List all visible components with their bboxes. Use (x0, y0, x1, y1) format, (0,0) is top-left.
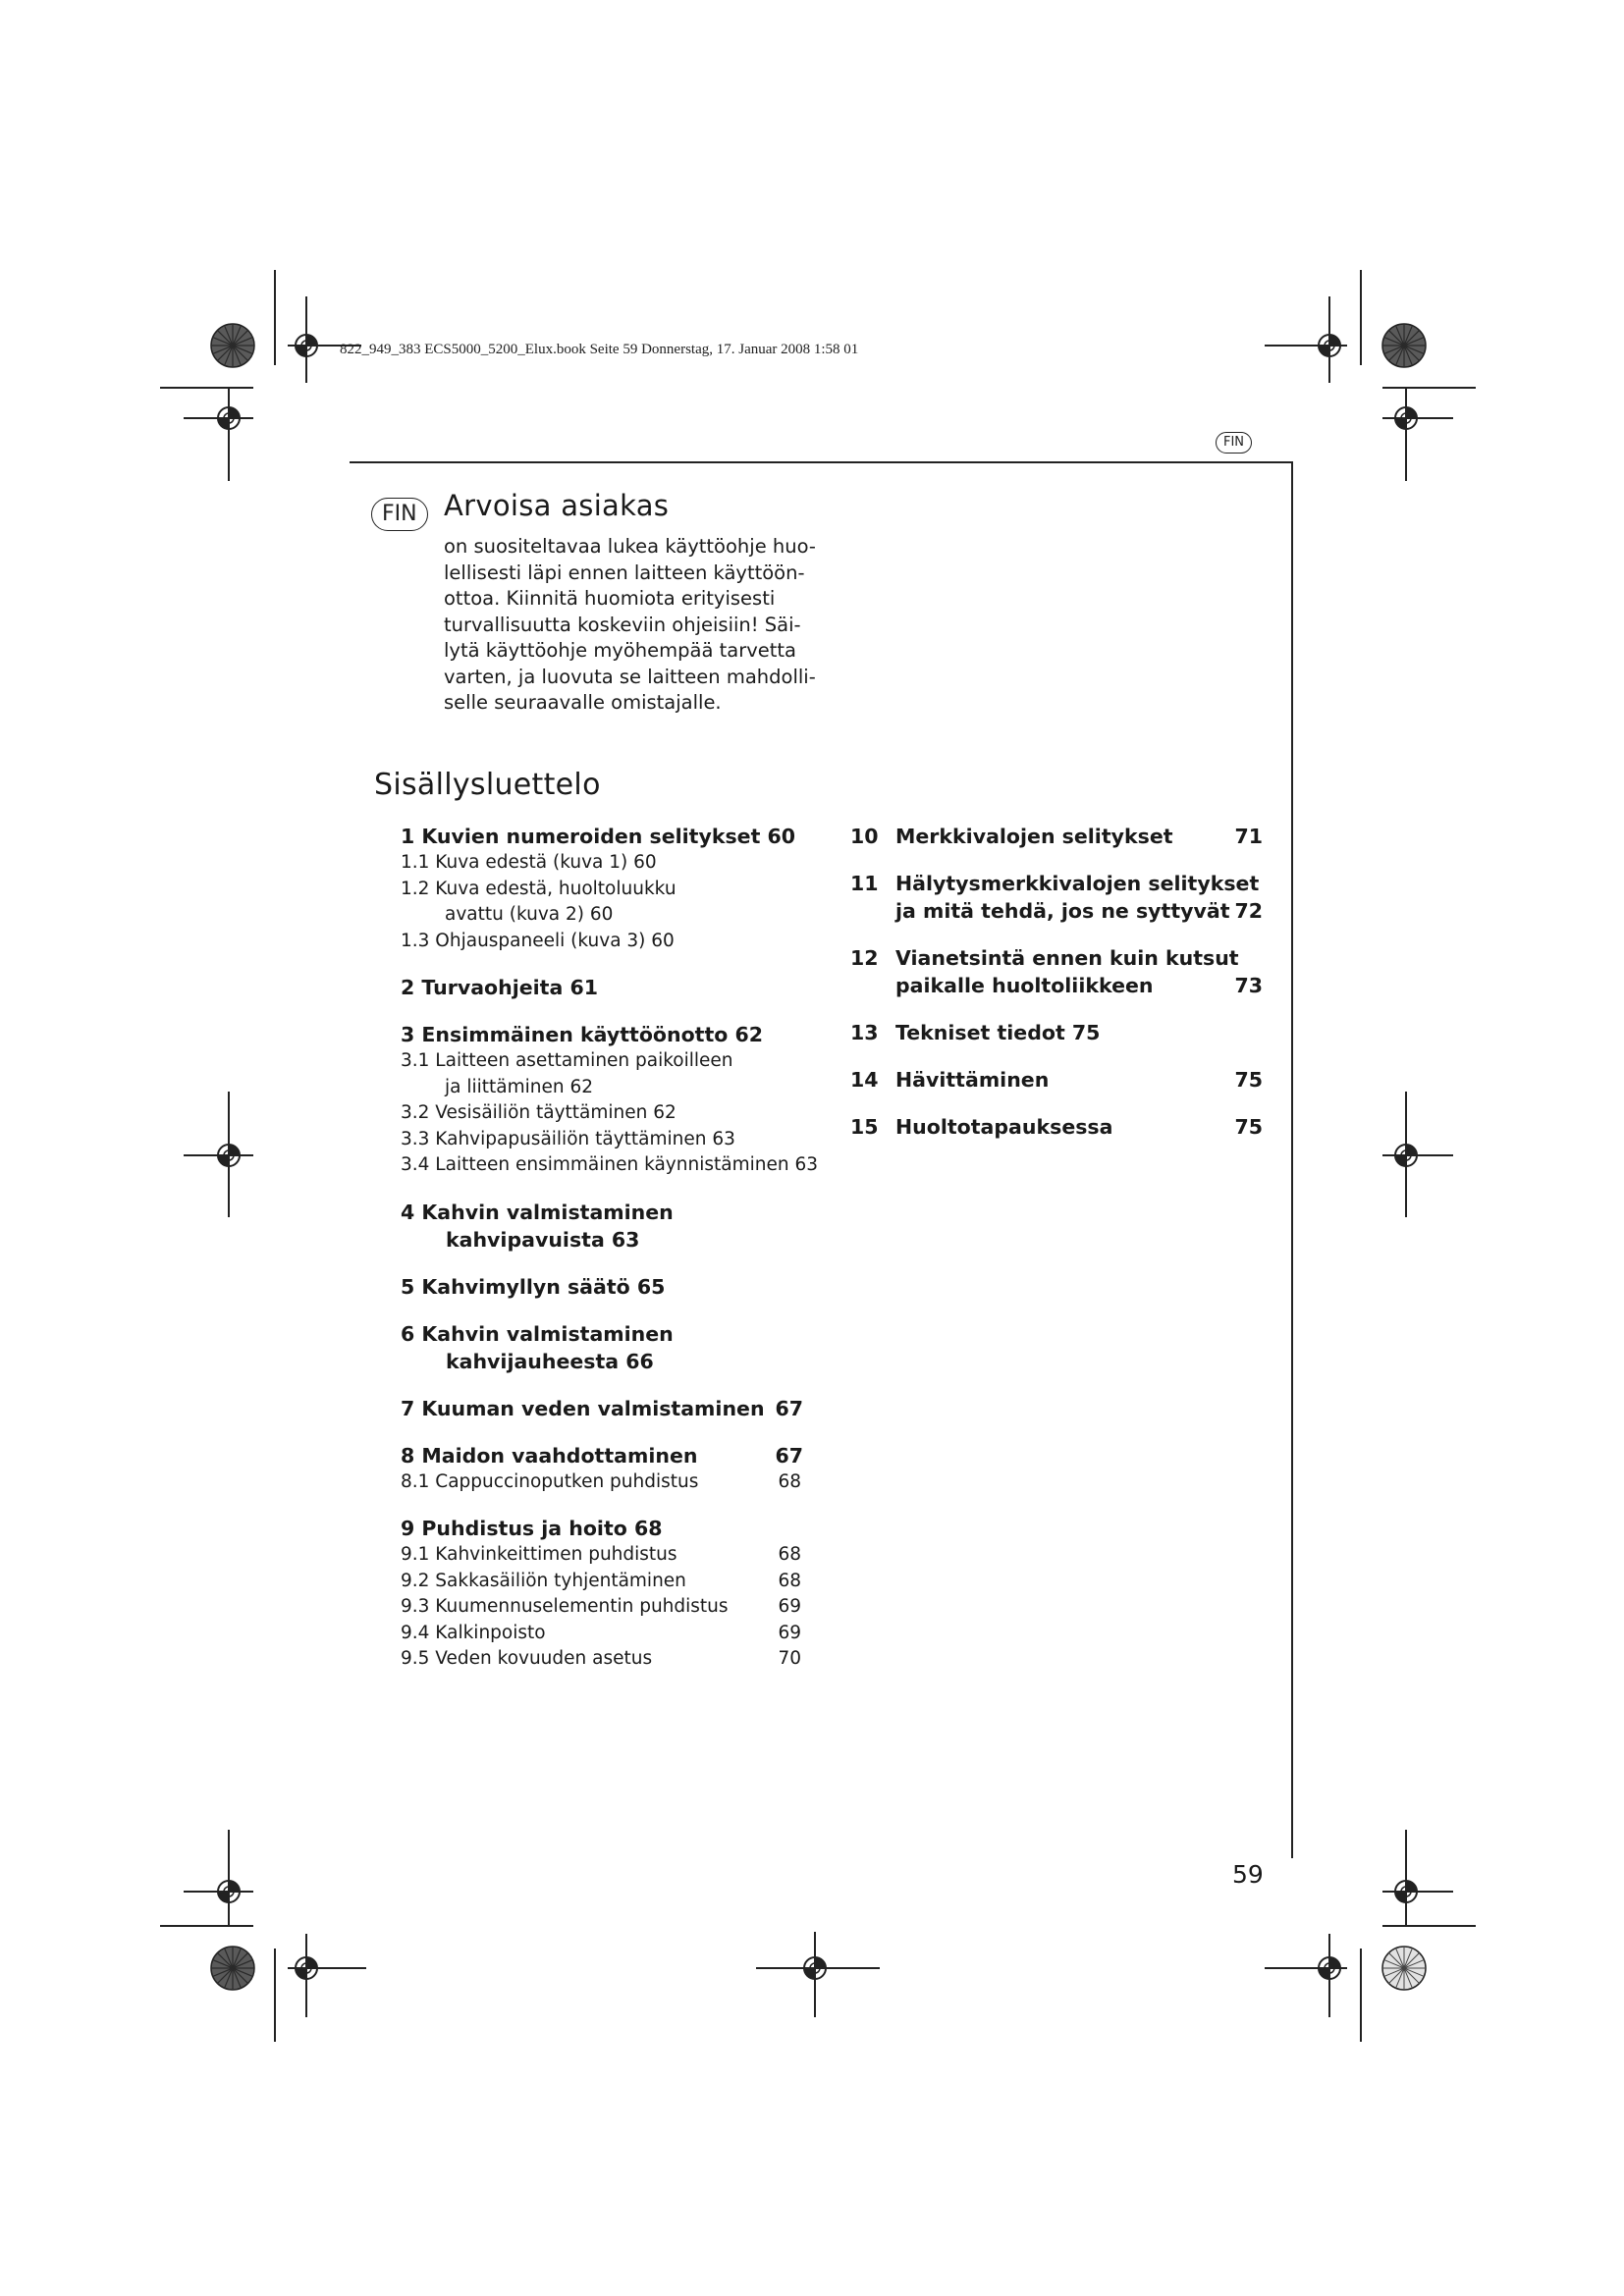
toc-subsection[interactable] (401, 1569, 803, 1595)
toc-section-title-line: Hälytysmerkkivalojen selitykset (895, 872, 1260, 895)
intro-paragraph (444, 534, 827, 717)
toc-section-title (850, 1113, 1263, 1141)
toc-right-column (850, 823, 1263, 1160)
toc-section-title (850, 823, 1263, 850)
toc-section[interactable] (850, 1113, 1263, 1141)
toc-section (401, 1273, 803, 1301)
toc-subsection[interactable] (401, 1100, 803, 1127)
color-rosette-icon (211, 1947, 254, 1990)
toc-subsection[interactable] (401, 877, 803, 929)
toc-section[interactable] (850, 944, 1263, 999)
toc-subsection-line: 3.3 Kahvipapusäiliön täyttäminen 63 (401, 1128, 735, 1149)
toc-section-title-line: 9 Puhdistus ja hoito 68 (401, 1517, 663, 1540)
toc-section (401, 823, 803, 954)
toc-section-number: 13 (850, 1021, 879, 1044)
toc-section-title[interactable] (401, 1021, 803, 1048)
intro-language-tag: FIN (371, 498, 428, 531)
toc-section-number: 10 (850, 825, 879, 848)
color-rosette-icon (1382, 1947, 1426, 1990)
toc-page-number: 69 (778, 1596, 801, 1617)
toc-section-title-line: 6 Kahvin valmistaminen (401, 1321, 674, 1346)
toc-section-title-line: 8 Maidon vaahdottaminen (401, 1443, 698, 1468)
toc-section-title (850, 1019, 1263, 1046)
registration-mark-icon (1395, 1881, 1417, 1902)
toc-section-title-line: kahvijauheesta 66 (446, 1349, 654, 1373)
color-rosette-icon (1382, 324, 1426, 367)
toc-section-title (850, 870, 1263, 925)
toc-subsection-line: 8.1 Cappuccinoputken puhdistus (401, 1470, 699, 1492)
toc-section-title-line: Tekniset tiedot 75 (895, 1021, 1101, 1044)
toc-subsection[interactable] (401, 1048, 803, 1100)
toc-section-title[interactable] (401, 974, 803, 1001)
toc-subsection[interactable] (401, 1152, 818, 1179)
toc-page-number: 73 (1234, 974, 1263, 997)
toc-title: Sisällysluettelo (374, 768, 601, 802)
toc-page-number: 68 (778, 1470, 801, 1492)
toc-section-title-line: Merkkivalojen selitykset (895, 825, 1173, 848)
registration-mark-icon (218, 1145, 240, 1166)
toc-subsection[interactable] (401, 929, 803, 955)
toc-section-title[interactable] (401, 1199, 803, 1254)
toc-page-number: 67 (775, 1443, 803, 1468)
toc-section-number: 14 (850, 1068, 879, 1092)
toc-section[interactable] (850, 870, 1263, 925)
toc-section[interactable] (850, 1019, 1263, 1046)
toc-section-title-line: 1 Kuvien numeroiden selitykset 60 (401, 825, 796, 848)
toc-section (401, 974, 803, 1001)
toc-section-title (850, 944, 1263, 999)
intro-line: on suositeltavaa lukea käyttöohje huo- (444, 535, 816, 558)
toc-subsection-line: 9.2 Sakkasäiliön tyhjentäminen (401, 1570, 686, 1591)
toc-subsection-line: 9.5 Veden kovuuden asetus (401, 1648, 653, 1669)
toc-page-number: 75 (1234, 1115, 1263, 1139)
registration-mark-icon (296, 1957, 317, 1979)
intro-line: turvallisuutta koskeviin ohjeisiin! Säi- (444, 613, 801, 636)
toc-subsection-line: ja liittäminen 62 (445, 1076, 594, 1097)
toc-subsection-line: 1.3 Ohjauspaneeli (kuva 3) 60 (401, 930, 675, 951)
registration-mark-icon (1395, 1145, 1417, 1166)
toc-page-number: 71 (1234, 825, 1263, 848)
toc-section (401, 1320, 803, 1375)
toc-section-title (850, 1066, 1263, 1094)
header-rule (350, 461, 1292, 463)
toc-subsection[interactable] (401, 1646, 803, 1673)
toc-section-number: 11 (850, 872, 879, 895)
toc-section-title-line: 4 Kahvin valmistaminen (401, 1200, 674, 1224)
registration-mark-icon (1319, 1957, 1340, 1979)
intro-line: ottoa. Kiinnitä huomiota erityisesti (444, 587, 776, 610)
toc-section-title[interactable] (401, 1273, 803, 1301)
registration-mark-icon (296, 335, 317, 356)
header-language-tag: FIN (1216, 432, 1252, 454)
toc-page-number: 68 (778, 1570, 801, 1591)
toc-section-title[interactable] (401, 1515, 803, 1542)
toc-subsection-line: 3.2 Vesisäiliön täyttäminen 62 (401, 1102, 677, 1123)
registration-mark-icon (218, 1881, 240, 1902)
toc-subsection-line: 9.4 Kalkinpoisto (401, 1622, 546, 1643)
toc-section-title[interactable] (401, 1395, 803, 1422)
toc-section (401, 1021, 818, 1179)
toc-subsection[interactable] (401, 1594, 803, 1621)
print-info: 822_949_383 ECS5000_5200_Elux.book Seite 59 Donnerstag, 17. Januar 2008 1:58 01 (340, 342, 859, 357)
page-number: 59 (1232, 1860, 1264, 1889)
toc-subsection[interactable] (401, 1542, 803, 1569)
toc-section-title[interactable] (401, 1320, 803, 1375)
toc-section-number: 12 (850, 946, 879, 970)
toc-subsection-line: 3.4 Laitteen ensimmäinen käynnistäminen 63 (401, 1154, 818, 1175)
toc-page-number: 72 (1234, 899, 1263, 923)
toc-page-number: 75 (1234, 1068, 1263, 1092)
toc-section-title-line: kahvipavuista 63 (446, 1227, 640, 1252)
intro-line: lellisesti läpi ennen laitteen käyttöön- (444, 561, 805, 584)
toc-section-title-line: paikalle huoltoliikkeen (895, 974, 1154, 997)
toc-section (401, 1442, 803, 1496)
toc-section-title-line: Huoltotapauksessa (895, 1115, 1113, 1139)
toc-section-number: 15 (850, 1115, 879, 1139)
greeting-title: Arvoisa asiakas (444, 489, 670, 522)
toc-subsection[interactable] (401, 1469, 803, 1496)
intro-line: lytä käyttöohje myöhempää tarvetta (444, 639, 796, 662)
toc-section-title-line: ja mitä tehdä, jos ne syttyvät (895, 899, 1230, 923)
toc-section-title-line: Vianetsintä ennen kuin kutsut (895, 946, 1239, 970)
registration-mark-icon (1319, 335, 1340, 356)
intro-line: selle seuraavalle omistajalle. (444, 691, 722, 714)
toc-section-title-line: 5 Kahvimyllyn säätö 65 (401, 1274, 666, 1299)
toc-section-title-line: 7 Kuuman veden valmistaminen (401, 1396, 765, 1420)
registration-mark-icon (218, 407, 240, 429)
toc-subsection-line: 1.2 Kuva edestä, huoltoluukku (401, 878, 677, 899)
toc-page-number: 68 (778, 1544, 801, 1565)
toc-section[interactable] (850, 823, 1263, 850)
registration-mark-icon (804, 1957, 826, 1979)
toc-subsection[interactable] (401, 1621, 803, 1647)
toc-subsection[interactable] (401, 850, 803, 877)
toc-section[interactable] (850, 1066, 1263, 1094)
toc-section-title[interactable] (401, 1442, 803, 1469)
toc-section (401, 1395, 803, 1422)
toc-subsection-line: avattu (kuva 2) 60 (445, 904, 614, 925)
color-rosette-icon (211, 324, 254, 367)
toc-section-title-line: 2 Turvaohjeita 61 (401, 976, 598, 999)
toc-subsection-line: 9.1 Kahvinkeittimen puhdistus (401, 1544, 677, 1565)
right-margin-rule (1291, 461, 1293, 1858)
toc-section (401, 1199, 803, 1254)
toc-section-title-line: Hävittäminen (895, 1068, 1050, 1092)
toc-subsection[interactable] (401, 1127, 803, 1153)
toc-section (401, 1515, 803, 1673)
toc-subsection-line: 9.3 Kuumennuselementin puhdistus (401, 1596, 729, 1617)
registration-mark-icon (1395, 407, 1417, 429)
toc-subsection-line: 3.1 Laitteen asettaminen paikoilleen (401, 1050, 733, 1071)
toc-page-number: 70 (778, 1648, 801, 1669)
toc-subsection-line: 1.1 Kuva edestä (kuva 1) 60 (401, 852, 657, 873)
toc-page-number: 69 (778, 1622, 801, 1643)
toc-section-title-line: 3 Ensimmäinen käyttöönotto 62 (401, 1023, 764, 1046)
intro-line: varten, ja luovuta se laitteen mahdolli- (444, 665, 816, 688)
toc-section-title[interactable] (401, 823, 803, 850)
toc-left-column (401, 823, 818, 1692)
toc-page-number: 67 (775, 1396, 803, 1420)
